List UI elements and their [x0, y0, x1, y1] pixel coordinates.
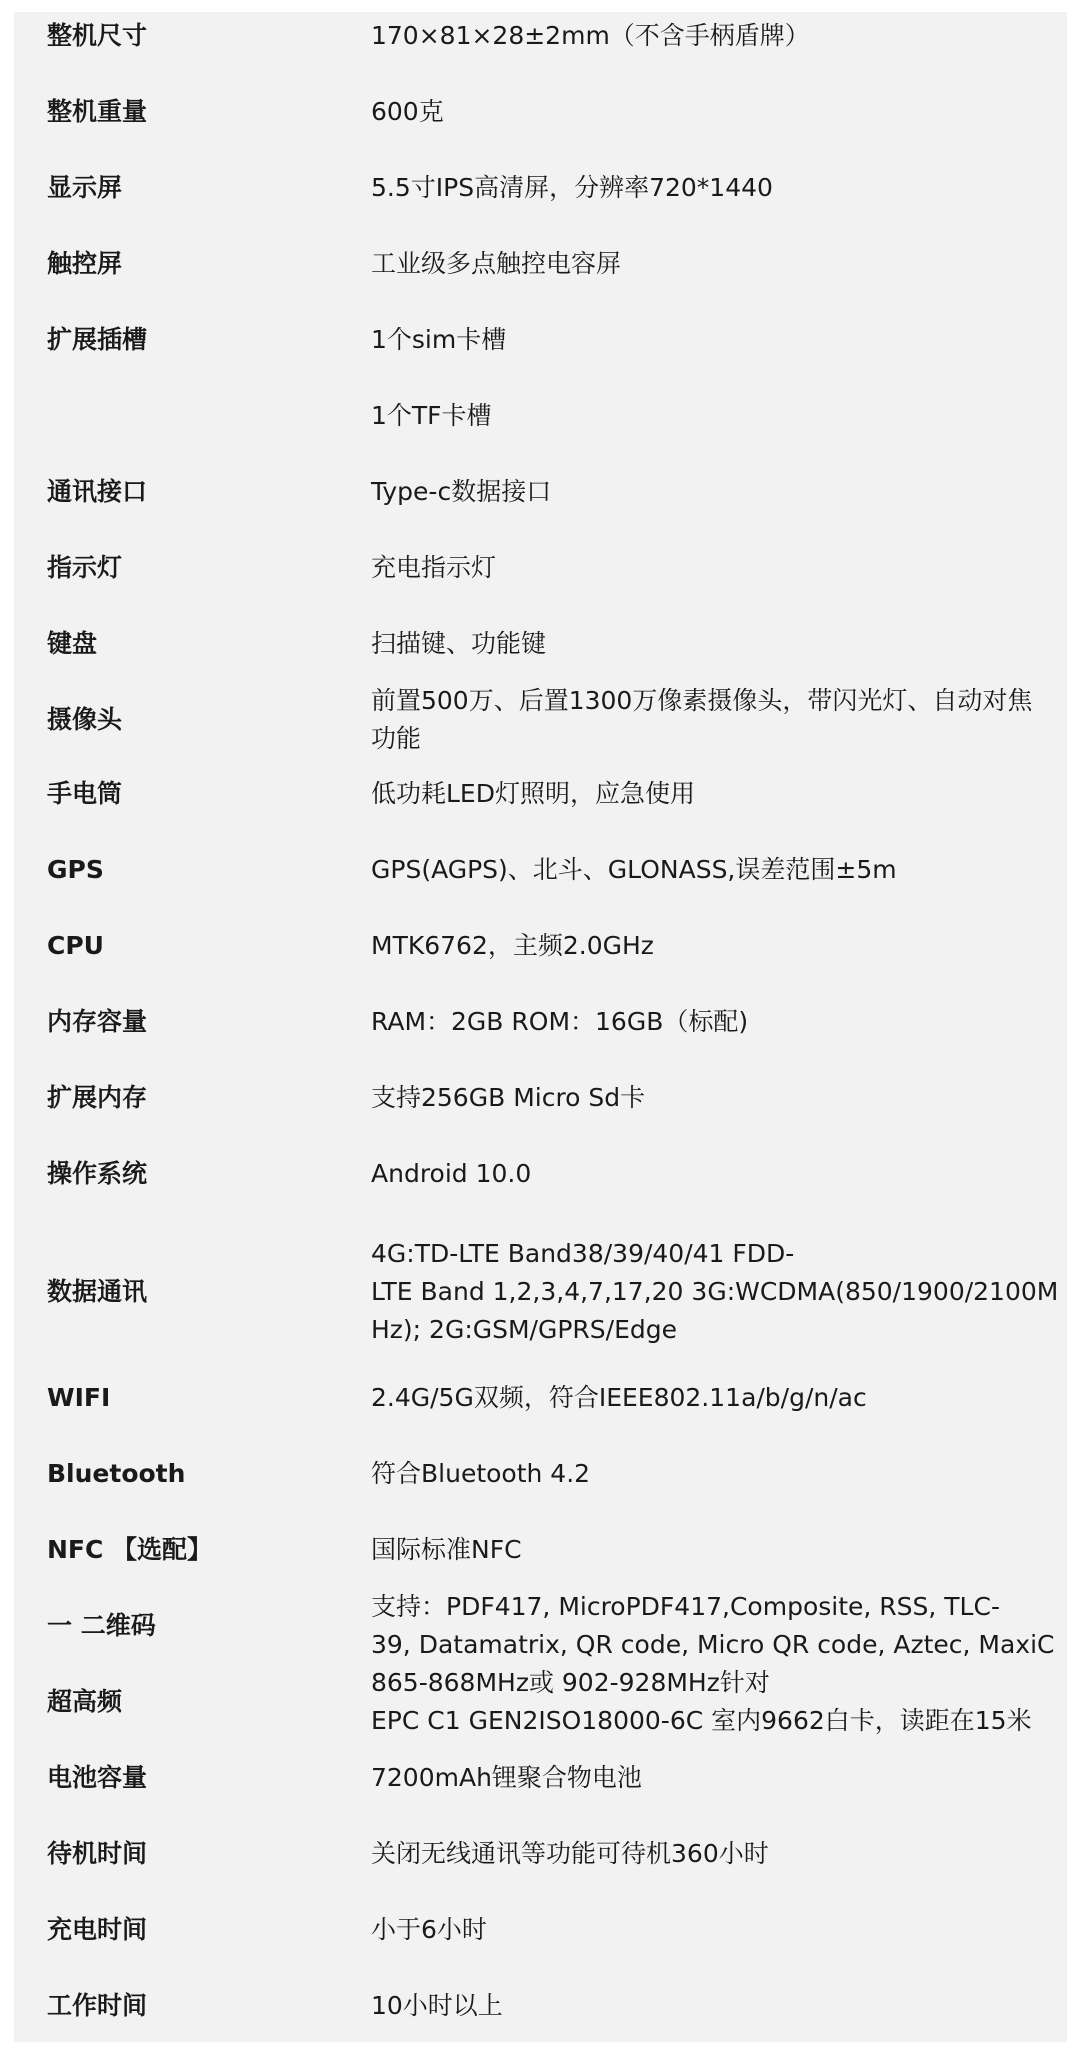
spec-label: Bluetooth [47, 1459, 186, 1488]
spec-value: 工业级多点触控电容屏 [371, 249, 622, 278]
spec-sheet [14, 12, 1067, 2042]
spec-label: 工作时间 [47, 1991, 148, 2020]
spec-label: 充电时间 [47, 1915, 148, 1944]
spec-label: 一 二维码 [47, 1611, 156, 1640]
spec-label: 待机时间 [47, 1839, 148, 1868]
spec-value: 10小时以上 [371, 1991, 503, 2020]
spec-label: NFC 【选配】 [47, 1535, 213, 1564]
spec-value: 5.5寸IPS高清屏，分辨率720*1440 [371, 173, 773, 202]
spec-value: 865-868MHz或 902-928MHz针对 [371, 1668, 770, 1697]
spec-value: EPC C1 GEN2ISO18000-6C 室内9662白卡，读距在15米 [371, 1706, 1032, 1735]
spec-value: 600克 [371, 97, 444, 126]
spec-label: 整机尺寸 [47, 21, 148, 50]
spec-label: 内存容量 [47, 1007, 148, 1036]
spec-value: 7200mAh锂聚合物电池 [371, 1763, 642, 1792]
spec-label: 整机重量 [47, 97, 148, 126]
spec-label: 显示屏 [47, 173, 123, 202]
spec-value: LTE Band 1,2,3,4,7,17,20 3G:WCDMA(850/1900/2100M [371, 1277, 1059, 1306]
spec-value: GPS(AGPS)、北斗、GLONASS,误差范围±5m [371, 855, 897, 884]
spec-value: 符合Bluetooth 4.2 [371, 1459, 591, 1488]
spec-label: WIFI [47, 1383, 111, 1412]
spec-value: 充电指示灯 [371, 553, 497, 582]
spec-label: 通讯接口 [47, 477, 148, 506]
spec-value: 支持：PDF417, MicroPDF417,Composite, RSS, TLC- [371, 1592, 1000, 1621]
spec-value: 1个sim卡槽 [371, 325, 507, 354]
spec-label: 超高频 [47, 1687, 123, 1716]
spec-value: 小于6小时 [371, 1915, 487, 1944]
spec-value: 4G:TD-LTE Band38/39/40/41 FDD- [371, 1239, 795, 1268]
spec-label: GPS [47, 855, 104, 884]
spec-value: 关闭无线通讯等功能可待机360小时 [371, 1839, 769, 1868]
spec-label: 扩展插槽 [47, 325, 148, 354]
spec-value: Hz); 2G:GSM/GPRS/Edge [371, 1315, 678, 1344]
spec-value: 国际标准NFC [371, 1535, 522, 1564]
spec-label: 键盘 [47, 629, 98, 658]
spec-label: CPU [47, 931, 104, 960]
spec-label: 摄像头 [47, 705, 123, 734]
spec-value: Android 10.0 [371, 1159, 532, 1188]
spec-label: 数据通讯 [47, 1277, 148, 1306]
spec-label: 触控屏 [47, 249, 123, 278]
spec-label: 手电筒 [47, 779, 123, 808]
spec-value: RAM：2GB ROM：16GB（标配) [371, 1007, 749, 1036]
spec-value: 低功耗LED灯照明，应急使用 [371, 779, 695, 808]
spec-label: 操作系统 [47, 1159, 148, 1188]
spec-value: Type-c数据接口 [371, 477, 552, 506]
spec-value: 1个TF卡槽 [371, 401, 492, 430]
spec-value: 前置500万、后置1300万像素摄像头，带闪光灯、自动对焦 [371, 686, 1033, 715]
spec-value: 2.4G/5G双频，符合IEEE802.11a/b/g/n/ac [371, 1383, 867, 1412]
spec-value: MTK6762，主频2.0GHz [371, 931, 654, 960]
spec-value: 支持256GB Micro Sd卡 [371, 1083, 646, 1112]
spec-value: 功能 [371, 724, 422, 753]
spec-label: 电池容量 [47, 1763, 148, 1792]
spec-label: 指示灯 [47, 553, 123, 582]
spec-label: 扩展内存 [47, 1083, 148, 1112]
spec-value: 扫描键、功能键 [371, 629, 547, 658]
spec-value: 170×81×28±2mm（不含手柄盾牌） [371, 21, 810, 50]
spec-value: 39, Datamatrix, QR code, Micro QR code, Aztec, MaxiC [371, 1630, 1055, 1659]
